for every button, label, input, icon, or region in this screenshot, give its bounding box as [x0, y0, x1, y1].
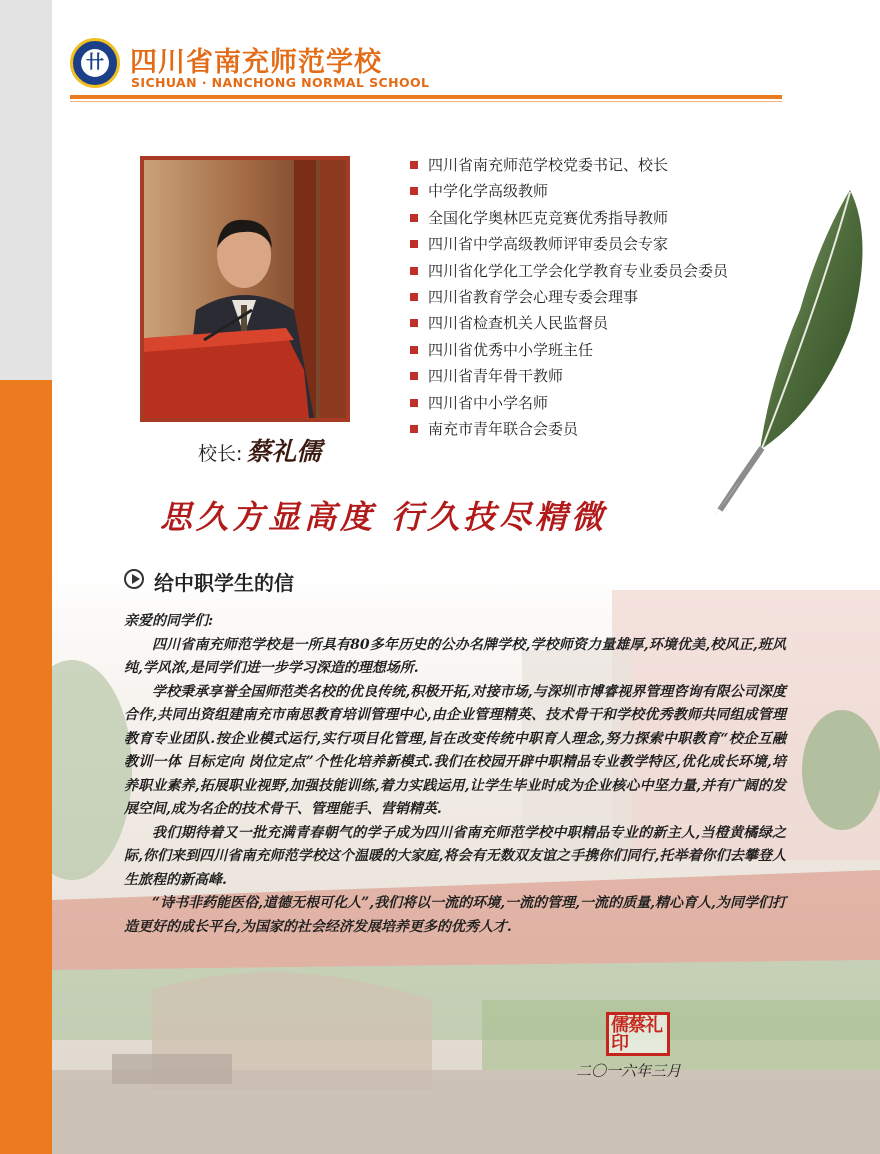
- principal-name: 蔡礼儒: [246, 437, 322, 466]
- letter-body: [124, 610, 786, 939]
- school-emblem-icon: 卄: [70, 38, 120, 88]
- page-header: [70, 34, 790, 100]
- list-item: 全国化学奥林匹克竞赛优秀指导教师: [410, 205, 728, 231]
- left-orange-strip: [0, 380, 52, 1154]
- quill-pen-icon: [700, 180, 880, 520]
- header-divider: [70, 95, 782, 99]
- list-item: 四川省教育学会心理专委会理事: [410, 284, 728, 310]
- school-name-cn: 四川省南充师范学校: [130, 47, 382, 78]
- principal-caption: [198, 432, 321, 468]
- list-item: 四川省南充师范学校党委书记、校长: [410, 152, 728, 178]
- list-item: 四川省检查机关人民监督员: [410, 310, 728, 336]
- section-title-label: 给中职学生的信: [154, 571, 294, 595]
- header-divider-thin: [70, 101, 782, 102]
- left-gray-strip: [0, 0, 52, 380]
- list-item: 四川省中学高级教师评审委员会专家: [410, 231, 728, 257]
- play-circle-icon: [124, 569, 144, 589]
- letter-paragraph: 学校秉承享誉全国师范类名校的优良传统,积极开拓,对接市场,与深圳市博睿视界管理咨询有限公司深度合作,共同出资组建南充市南思教育培训管理中心,由企业管理精英、技术骨干和学校优秀教师共同组成管理教育专业团队.按企业模式运行,实行项目化管理,旨在改变传统中职育人理念,努力探索中职教育“校企互融 教训一体 目标定向 岗位定点”个性化培养新模式.我们在校园开辟中职精品专业教学特区,优化成长环境,培养职业素养,拓展职业视野,加强技能训练,着力实践运用,让学生毕业时成为企业核心中坚力量,并有广阔的发展空间,成为名企的技术骨干、管理能手、营销精英.: [124, 683, 786, 817]
- signature-seal: 儒蔡礼印: [606, 1012, 670, 1056]
- principal-titles-list: [410, 152, 728, 442]
- letter-greeting: 亲爱的同学们:: [124, 613, 214, 629]
- letter-paragraph: “诗书非药能医俗,道德无根可化人”,我们将以一流的环境,一流的管理,一流的质量,精心育人,为同学们打造更好的成长平台,为国家的社会经济发展培养更多的优秀人才.: [124, 895, 786, 935]
- principal-photo: [140, 156, 350, 422]
- list-item: 四川省中小学名师: [410, 390, 728, 416]
- school-name-en: SICHUAN · NANCHONG NORMAL SCHOOL: [131, 75, 430, 90]
- list-item: 四川省化学化工学会化学教育专业委员会委员: [410, 258, 728, 284]
- school-motto: 思久方显高度 行久技尽精微: [160, 498, 608, 536]
- list-item: 四川省青年骨干教师: [410, 363, 728, 389]
- list-item: 中学化学高级教师: [410, 178, 728, 204]
- principal-role-label: 校长:: [198, 443, 243, 465]
- list-item: 四川省优秀中小学班主任: [410, 337, 728, 363]
- letter-paragraph: 我们期待着又一批充满青春朝气的学子成为四川省南充师范学校中职精品专业的新主人,当橙黄橘绿之际,你们来到四川省南充师范学校这个温暖的大家庭,将会有无数双友谊之手携你们同行,托举着你们去攀登人生旅程的新高峰.: [124, 824, 786, 888]
- letter-date: 二〇一六年三月: [576, 1062, 682, 1080]
- list-item: 南充市青年联合会委员: [410, 416, 728, 442]
- letter-paragraph: 四川省南充师范学校是一所具有80多年历史的公办名牌学校,学校师资力量雄厚,环境优美,校风正,班风纯,学风浓,是同学们进一步学习深造的理想场所.: [124, 636, 786, 676]
